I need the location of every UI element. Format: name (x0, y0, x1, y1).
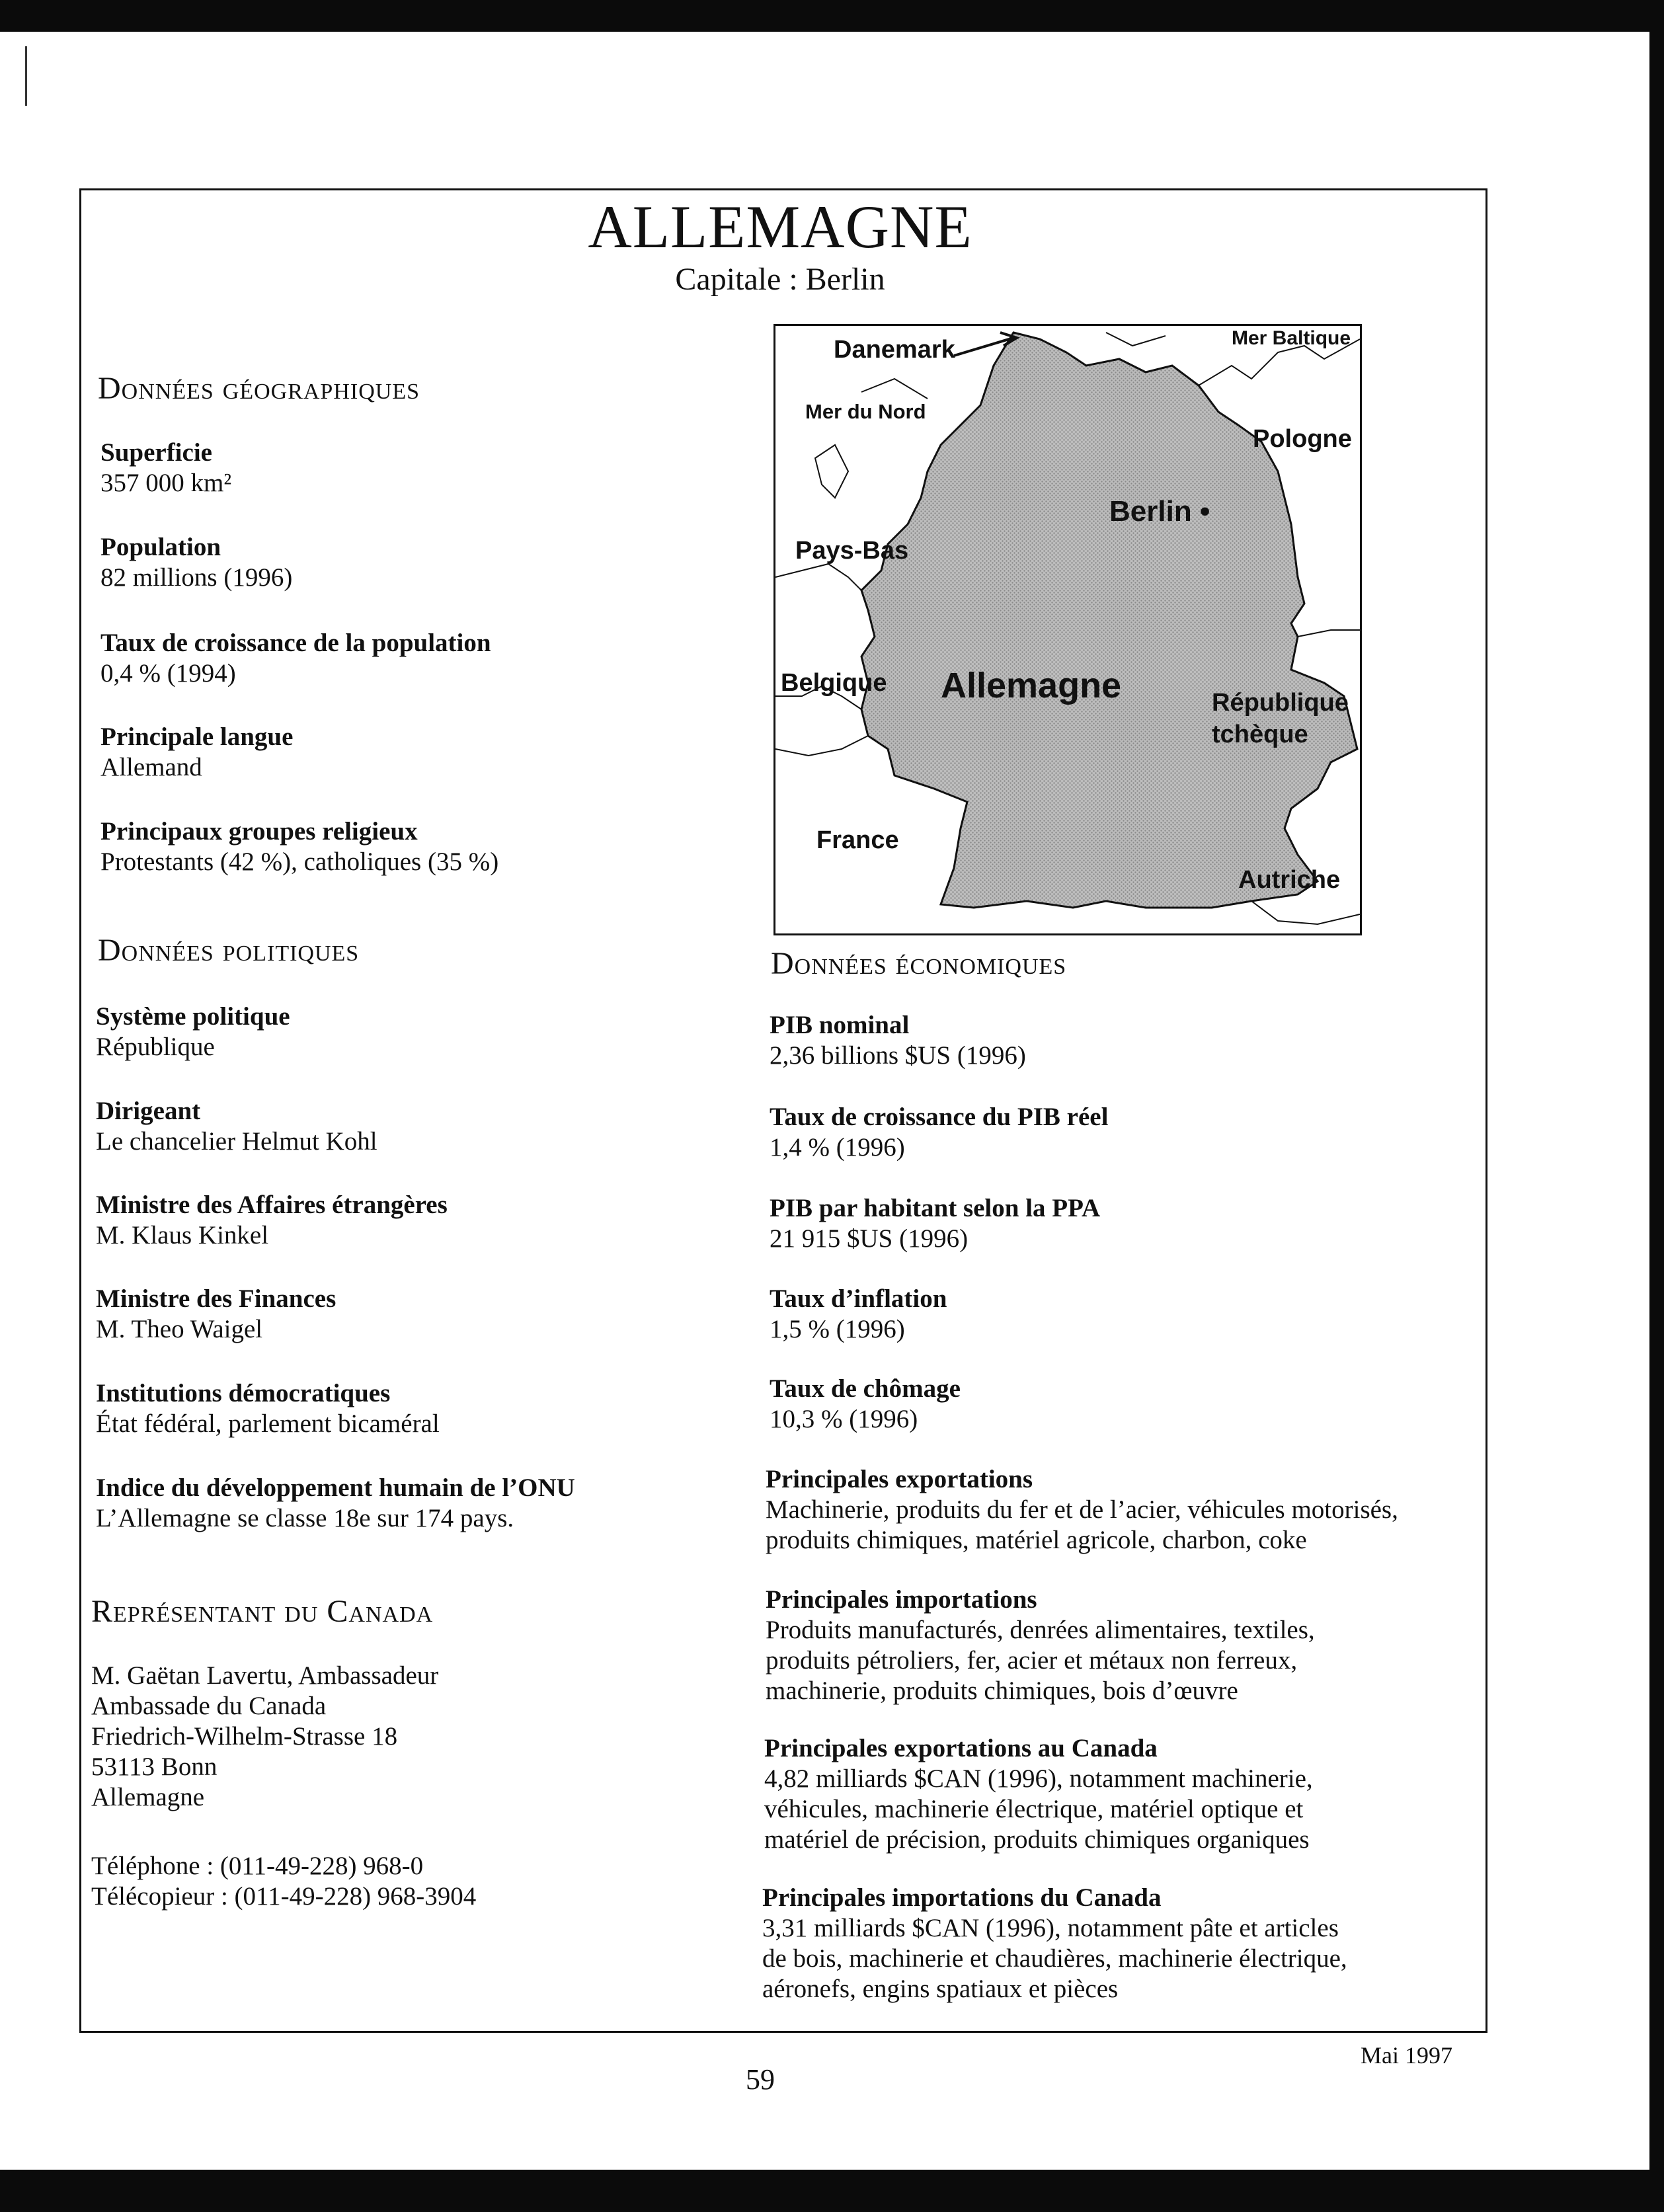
eco-item-value: produits chimiques, matériel agricole, charbon, coke (766, 1526, 1307, 1554)
pol-item-value: L’Allemagne se classe 18e sur 174 pays. (96, 1504, 514, 1532)
eco-item (766, 1585, 1315, 1706)
eco-item (770, 1374, 961, 1435)
pol-item (96, 1002, 290, 1062)
eco-item-value: Machinerie, produits du fer et de l’acier, véhicules motorisés, (766, 1495, 1398, 1524)
geo-item (100, 628, 491, 689)
geo-item (100, 438, 231, 498)
rep-contact (91, 1851, 476, 1912)
geo-item-value: 357 000 km² (100, 469, 232, 497)
pol-item-label: Ministre des Finances (96, 1284, 337, 1313)
eco-item-label: Principales exportations (766, 1465, 1033, 1493)
eco-item-value: 10,3 % (1996) (770, 1405, 918, 1433)
eco-item-value: 1,4 % (1996) (770, 1133, 905, 1162)
map-label-autriche: Autriche (1238, 866, 1341, 894)
map-label-allemagne: Allemagne (941, 666, 1122, 705)
section-heading-geo: Données géographiques (98, 371, 420, 406)
eco-item-value: de bois, machinerie et chaudières, machinerie électrique, (762, 1944, 1347, 1973)
pol-item-value: M. Theo Waigel (96, 1315, 263, 1343)
map-label-mer-du-nord: Mer du Nord (805, 400, 926, 423)
eco-item-value: matériel de précision, produits chimiques organiques (764, 1825, 1310, 1854)
germany-map (773, 324, 1362, 935)
scan-border-top (0, 0, 1664, 32)
page-number: 59 (746, 2063, 775, 2096)
rep-address-line: Ambassade du Canada (91, 1692, 327, 1720)
eco-item (770, 1284, 947, 1345)
rep-address-line: 53113 Bonn (91, 1753, 218, 1781)
pol-item (96, 1473, 575, 1534)
pol-item-label: Dirigeant (96, 1097, 201, 1125)
map-label-danemark: Danemark (834, 336, 955, 364)
rep-address-line: Friedrich-Wilhelm-Strasse 18 (91, 1722, 398, 1751)
eco-item-label: Taux de chômage (770, 1374, 961, 1403)
rep-address-line: Allemagne (91, 1783, 205, 1811)
eco-item-label: Principales exportations au Canada (764, 1734, 1158, 1762)
geo-item-label: Taux de croissance de la population (100, 629, 491, 657)
section-heading-rep: Représentant du Canada (91, 1594, 434, 1629)
pol-item (96, 1096, 377, 1157)
pol-item-label: Institutions démocratiques (96, 1379, 391, 1407)
publication-date: Mai 1997 (1361, 2042, 1452, 2069)
pol-item (96, 1190, 448, 1251)
geo-item (100, 722, 293, 783)
eco-item-label: PIB par habitant selon la PPA (770, 1194, 1101, 1222)
eco-item-label: Principales importations du Canada (762, 1883, 1162, 1912)
map-label-france: France (816, 826, 899, 854)
eco-item (770, 1010, 1026, 1071)
eco-item (770, 1193, 1100, 1254)
eco-item (766, 1464, 1398, 1556)
geo-item-value: Allemand (100, 753, 202, 781)
rep-address (91, 1661, 438, 1813)
eco-item-value: Produits manufacturés, denrées alimentaires, textiles, (766, 1616, 1315, 1644)
rep-phone: Téléphone : (011-49-228) 968-0 (91, 1852, 424, 1880)
eco-item (770, 1102, 1108, 1163)
map-label-belgique: Belgique (781, 669, 887, 697)
eco-item-value: 4,82 milliards $CAN (1996), notamment machinerie, (764, 1764, 1313, 1793)
geo-item-label: Principale langue (100, 723, 294, 751)
eco-item-value: véhicules, machinerie électrique, matériel optique et (764, 1795, 1304, 1823)
map-graphic (775, 326, 1360, 933)
germany-shape (861, 333, 1357, 908)
map-label-pays-bas: Pays-Bas (795, 537, 909, 565)
eco-item-value: 21 915 $US (1996) (770, 1224, 969, 1253)
rep-address-line: M. Gaëtan Lavertu, Ambassadeur (91, 1661, 439, 1690)
section-heading-pol: Données politiques (98, 933, 360, 968)
eco-item-value: 2,36 billions $US (1996) (770, 1041, 1026, 1070)
eco-item (762, 1883, 1347, 2004)
geo-item-label: Principaux groupes religieux (100, 817, 418, 846)
eco-item-value: 3,31 milliards $CAN (1996), notamment pâte et articles (762, 1914, 1339, 1942)
map-label-tcheque: tchèque (1212, 721, 1308, 748)
rep-fax: Télécopieur : (011-49-228) 968-3904 (91, 1882, 477, 1911)
eco-item-label: Taux de croissance du PIB réel (770, 1103, 1109, 1131)
eco-item-value: 1,5 % (1996) (770, 1315, 905, 1343)
geo-item-value: 0,4 % (1994) (100, 659, 236, 688)
eco-item (764, 1733, 1313, 1855)
geo-item-label: Superficie (100, 438, 212, 467)
eco-item-value: aéronefs, engins spatiaux et pièces (762, 1975, 1119, 2003)
pol-item-value: M. Klaus Kinkel (96, 1221, 269, 1249)
capital-subtitle: Capitale : Berlin (675, 262, 885, 297)
pol-item (96, 1378, 440, 1439)
pol-item-label: Indice du développement humain de l’ONU (96, 1474, 575, 1502)
geo-item (100, 532, 292, 593)
eco-item-label: Taux d’inflation (770, 1284, 947, 1313)
geo-item (100, 816, 498, 877)
geo-item-value: 82 millions (1996) (100, 563, 293, 592)
map-label-republique: République (1212, 689, 1349, 717)
geo-item-value: Protestants (42 %), catholiques (35 %) (100, 848, 499, 876)
pol-item-value: Le chancelier Helmut Kohl (96, 1127, 377, 1156)
map-label-berlin: Berlin • (1109, 495, 1210, 528)
scan-border-bottom (0, 2170, 1664, 2212)
eco-item-value: machinerie, produits chimiques, bois d’œuvre (766, 1677, 1238, 1705)
pol-item-label: Système politique (96, 1002, 290, 1031)
pol-item-value: République (96, 1033, 215, 1061)
scan-mark (25, 46, 27, 106)
eco-item-value: produits pétroliers, fer, acier et métaux non ferreux, (766, 1646, 1298, 1675)
section-heading-eco: Données économiques (771, 946, 1067, 981)
pol-item-label: Ministre des Affaires étrangères (96, 1191, 448, 1219)
page-title: ALLEMAGNE (588, 193, 972, 260)
eco-item-label: Principales importations (766, 1585, 1037, 1614)
pol-item (96, 1284, 336, 1345)
pol-item-value: État fédéral, parlement bicaméral (96, 1409, 440, 1438)
geo-item-label: Population (100, 533, 221, 561)
eco-item-label: PIB nominal (770, 1011, 910, 1039)
scan-border-right (1649, 0, 1664, 2212)
map-label-mer-baltique: Mer Baltique (1232, 327, 1351, 349)
map-label-pologne: Pologne (1253, 425, 1352, 453)
